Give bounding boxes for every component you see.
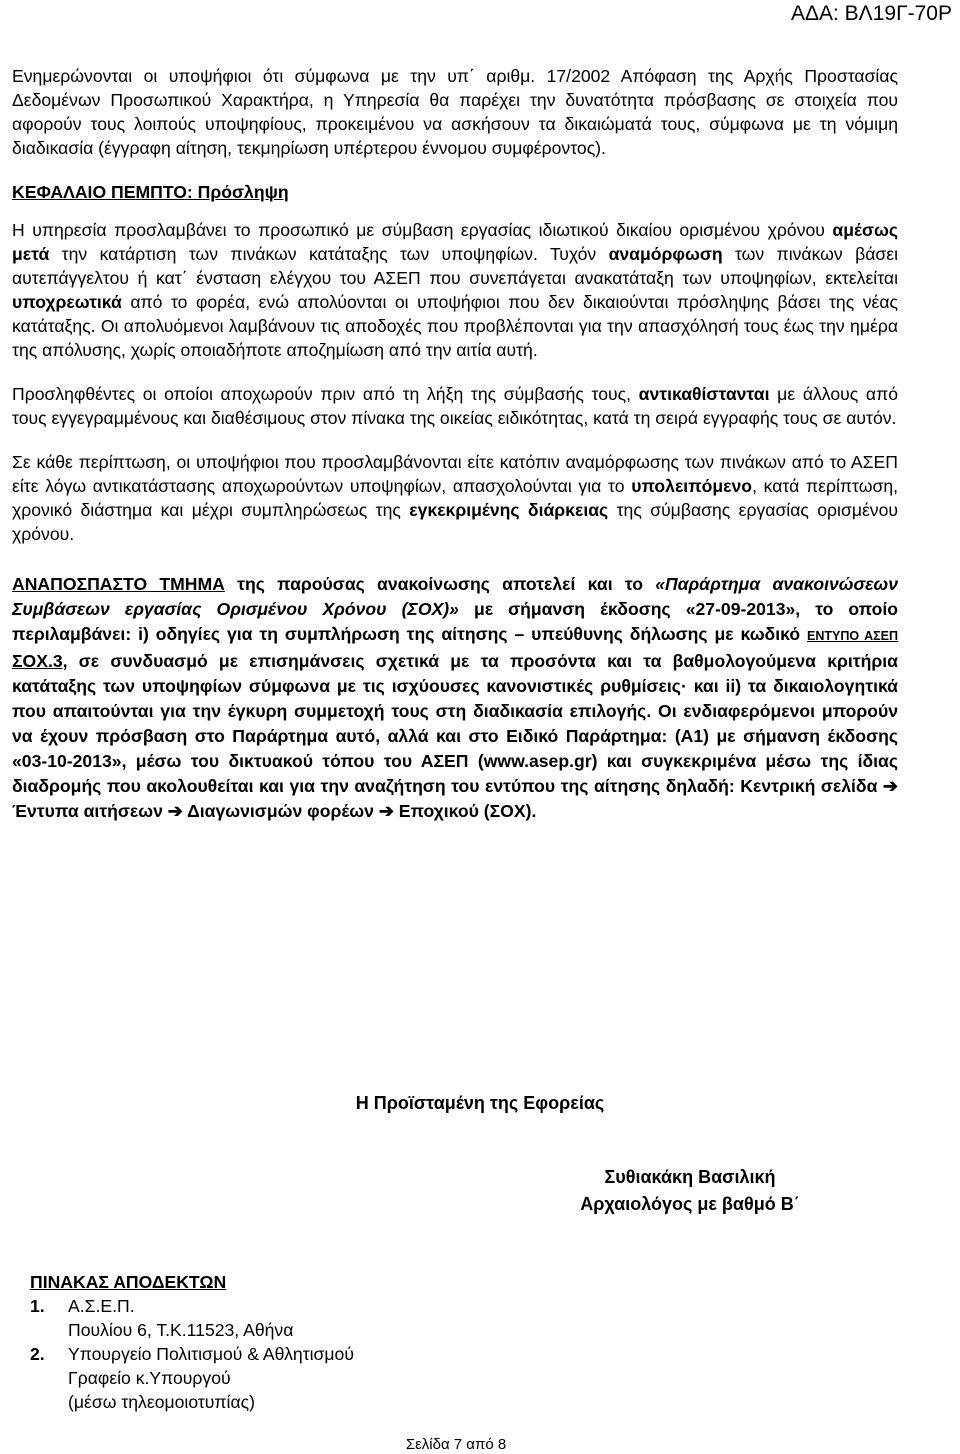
recipient-number: 1. <box>30 1296 45 1316</box>
arrow-icon: ➔ <box>167 801 183 821</box>
text: Προσληφθέντες οι οποίοι αποχωρούν πριν από τη λήξη της σύμβασής τους, <box>12 384 639 404</box>
paragraph-hiring <box>12 218 898 362</box>
text: από το φορέα, ενώ απολύονται οι υποψήφιοι που δεν δικαιούνται πρόσληψης βάσει της νέας κατάταξης. Οι απολυόμενοι λαμβάνουν τις αποδοχές που προβλέπονται για την απασχόλησή τους έως την ημέρα της απόλυσης, χωρίς οποιαδήποτε αποζημίωση από την αιτία αυτή. <box>12 292 898 360</box>
text: με σήμανση έκδοσης «27-09-2013», το οποίο περιλαμβάνει: i) οδηγίες για τη συμπλήρωση της αίτησης – υπεύθυνης δήλωσης με κωδικό <box>12 599 898 644</box>
recipient-line: Πουλίου 6, Τ.Κ.11523, Αθήνα <box>68 1320 294 1340</box>
recipient-text <box>68 1342 354 1414</box>
page-number: Σελίδα 7 από 8 <box>405 1436 507 1453</box>
form-code: ΣΟΧ.3, <box>12 651 68 671</box>
text: Έντυπα αιτήσεων <box>12 801 168 821</box>
arrow-icon: ➔ <box>378 801 394 821</box>
bold-text: αντικαθίστανται <box>638 384 770 404</box>
bold-text: εγκεκριμένης διάρκειας <box>409 500 609 520</box>
recipient-line: Α.Σ.Ε.Π. <box>68 1296 135 1316</box>
text: Διαγωνισμών φορέων <box>182 801 379 821</box>
text: Σε κάθε περίπτωση, οι υποψήφιοι που προσλαμβάνονται είτε κατόπιν αναμόρφωσης των πινάκων από το ΑΣΕΠ είτε λόγω αντικατάστασης αποχωρούντων υποψηφίων, απασχολούνται για το <box>12 452 898 496</box>
bold-text: αναμόρφωση <box>608 244 723 264</box>
signature-role: Η Προϊσταμένη της Εφορείας <box>355 1093 605 1113</box>
text: την κατάρτιση των πινάκων κατάταξης των υποψηφίων. Τυχόν <box>49 244 609 264</box>
text: των πινάκων βάσει αυτεπάγγελτου ή κατ΄ ένσταση ελέγχου του ΑΣΕΠ που συνεπάγεται ανακατάταξη των υποψηφίων, εκτελείται <box>12 244 898 288</box>
recipient-line: Γραφείο κ.Υπουργού <box>68 1368 231 1388</box>
recipient-item <box>30 1342 354 1414</box>
recipients-title: ΠΙΝΑΚΑΣ ΑΠΟΔΕΚΤΩΝ <box>30 1272 227 1292</box>
bold-text: υποχρεωτικά <box>12 292 122 312</box>
paragraph-duration <box>12 450 898 546</box>
paragraph-replacement <box>12 382 898 430</box>
paragraph-data-access: Ενημερώνονται οι υποψήφιοι ότι σύμφωνα με την υπ΄ αριθμ. 17/2002 Απόφαση της Αρχής Προστασίας Δεδομένων Προσωπικού Χαρακτήρα, η Υπηρεσία θα παρέχει την δυνατότητα πρόσβασης σε στοιχεία που αφορούν τους λοιπούς υποψηφίους, προκειμένου να ασκήσουν τα δικαιώματά τους, σύμφωνα με τη νόμιμη διαδικασία (έγγραφη αίτηση, τεκμηρίωση υπέρτερου έννομου συμφέροντος). <box>12 66 898 158</box>
recipient-text <box>68 1294 293 1342</box>
text: Η υπηρεσία προσλαμβάνει το προσωπικό με σύμβαση εργασίας ιδιωτικού δικαίου ορισμένου χρόνου <box>12 220 833 240</box>
document-code: ΑΔΑ: ΒΛ19Γ-70Ρ <box>790 2 952 25</box>
italic-text: «Παράρτημα ανακοινώσεων Συμβάσεων εργασίας Ορισμένου Χρόνου (ΣΟΧ)» <box>12 574 898 619</box>
text: της σύμβασης εργασίας ορισμένου χρόνου. <box>12 500 899 544</box>
text: σε συνδυασμό με επισημάνσεις σχετικά με τα προσόντα και τα βαθμολογούμενα κριτήρια κατάταξης των υποψηφίων σύμφωνα με τις ισχύουσες κανονιστικές ρυθμίσεις· και ii) τα δικαιολογητικά που απαιτούνται για την έγκυρη συμμετοχή τους στη διαδικασία επιλογής. Οι ενδιαφερόμενοι μπορούν να έχουν πρόσβαση στο Παράρτημα αυτό, αλλά και στο Ειδικό Παράρτημα: (Α1) με σήμανση έκδοσης «03-10-2013», μέσω του δικτυακού τόπου του ΑΣΕΠ (www.asep.gr) και συγκεκριμένα μέσω της ίδιας διαδρομής που ακολουθείται και για την αναζήτηση του εντύπου της αίτησης δηλαδή: Κεντρική σελίδα <box>12 651 898 796</box>
document-body <box>12 64 898 824</box>
text: , κατά περίπτωση, χρονικό διάστημα και μέχρι συμπληρώσεως της <box>12 476 898 520</box>
recipient-line: (μέσω τηλεομοιοτυπίας) <box>68 1392 255 1412</box>
form-code-prefix: ΕΝΤΥΠΟ ΑΣΕΠ <box>806 629 898 643</box>
bold-text: υπολειπόμενο <box>631 476 753 496</box>
recipients-list <box>30 1270 354 1414</box>
text: Εποχικού (ΣΟΧ). <box>393 801 537 821</box>
underlined-text: ΑΝΑΠΟΣΠΑΣΤΟ ΤΜΗΜΑ <box>12 574 225 594</box>
recipient-item <box>30 1294 354 1342</box>
recipient-number: 2. <box>30 1344 45 1364</box>
text: με άλλους από τους εγγεγραμμένους και διαθέσιμους στον πίνακα της οικείας ειδικότητας, κατά τη σειρά εγγραφής τους σε αυτόν. <box>12 384 898 428</box>
recipient-line: Υπουργείο Πολιτισμού & Αθλητισμού <box>68 1344 354 1364</box>
signature-title: Αρχαιολόγος με βαθμό Β΄ <box>580 1194 800 1214</box>
annex-notice <box>12 572 898 824</box>
arrow-icon: ➔ <box>882 776 898 796</box>
signature-name: Συθιακάκη Βασιλική <box>604 1167 776 1187</box>
bold-text: αμέσως μετά <box>12 220 898 264</box>
section-title: ΚΕΦΑΛΑΙΟ ΠΕΜΠΤΟ: Πρόσληψη <box>12 182 289 202</box>
text: της παρούσας ανακοίνωσης αποτελεί και το <box>224 574 656 594</box>
